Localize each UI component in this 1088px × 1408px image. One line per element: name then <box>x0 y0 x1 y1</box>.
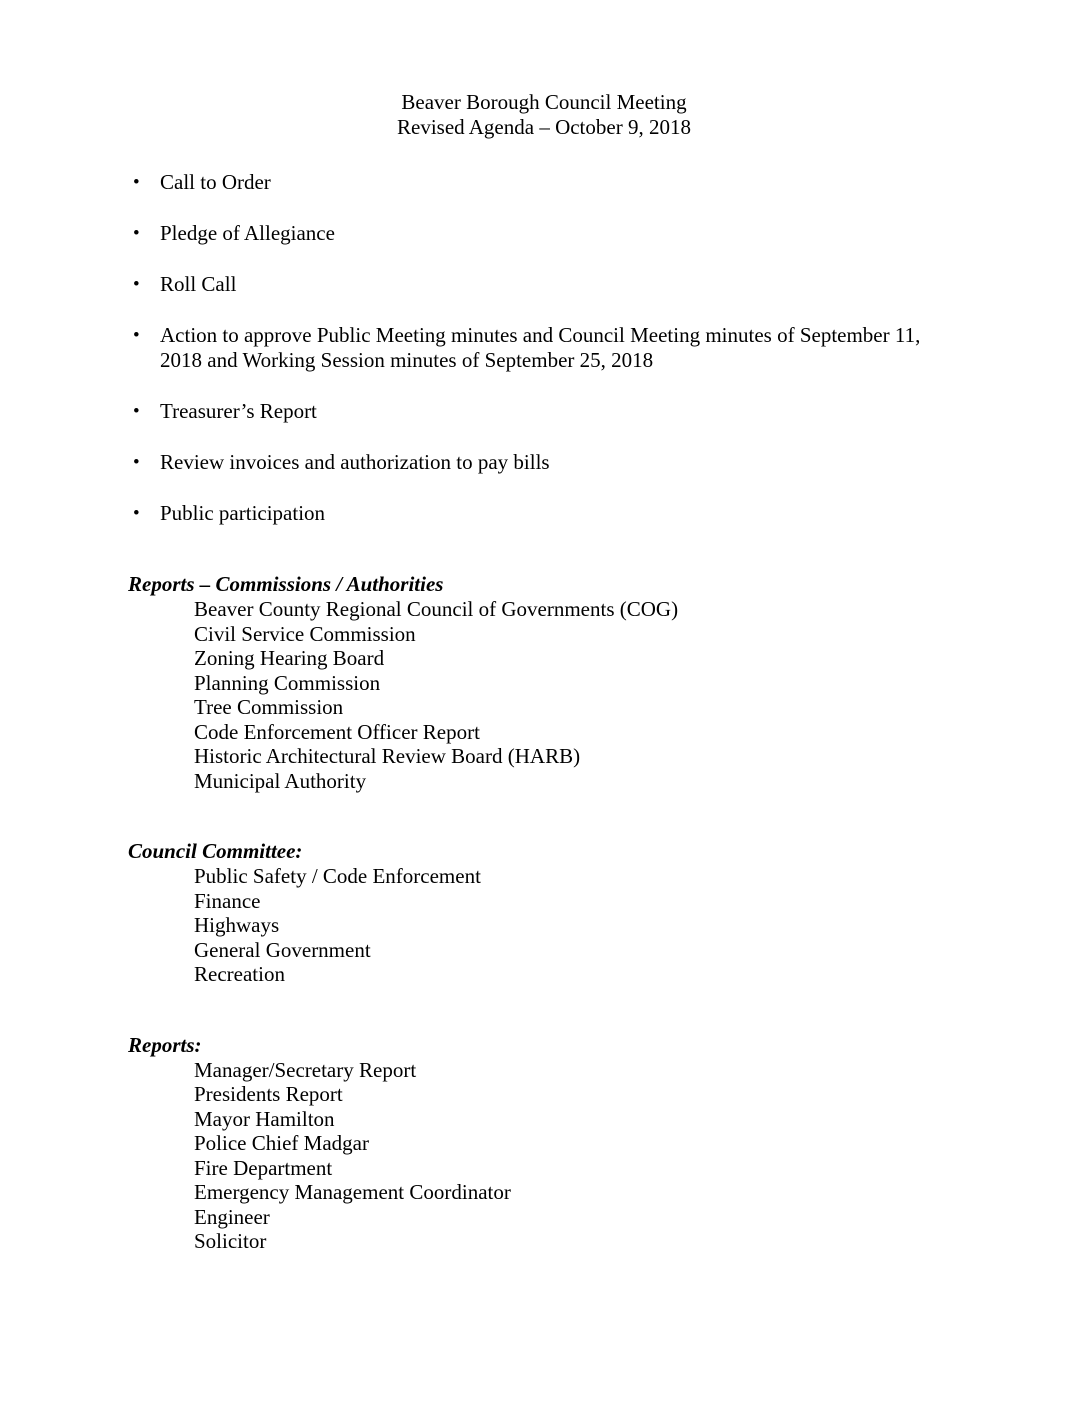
agenda-item-text: Review invoices and authorization to pay bills <box>160 450 550 474</box>
section-item: Planning Commission <box>194 670 381 695</box>
section-item: Highways <box>194 913 280 937</box>
section-item: Manager/Secretary Report <box>194 1057 417 1082</box>
agenda-item-public-participation <box>133 501 1088 526</box>
agenda-item-text: Call to Order <box>160 170 271 194</box>
agenda-item-call-to-order <box>133 170 1088 195</box>
agenda-item-treasurers-report <box>133 399 1088 424</box>
section-item: Code Enforcement Officer Report <box>194 719 480 744</box>
section-item: Fire Department <box>194 1155 333 1180</box>
title-line-2: Revised Agenda – October 9, 2018 <box>397 115 691 139</box>
section-heading: Council Committee: <box>128 839 303 863</box>
agenda-item-text: Treasurer’s Report <box>160 399 317 423</box>
section-item: Emergency Management Coordinator <box>194 1180 511 1204</box>
section-item: Mayor Hamilton <box>194 1106 335 1131</box>
section-item: Solicitor <box>194 1229 267 1253</box>
bullet-icon: • <box>133 452 140 473</box>
section-item-list <box>128 1058 1088 1254</box>
section-item: Finance <box>194 888 261 913</box>
section-item: Tree Commission <box>194 695 344 719</box>
bullet-icon: • <box>133 401 140 422</box>
section-item: Beaver County Regional Council of Governments (COG) <box>194 597 679 621</box>
section-reports-commissions-authorities <box>0 572 1088 793</box>
document-title <box>0 90 1088 140</box>
agenda-item-text: Pledge of Allegiance <box>160 221 335 245</box>
bullet-icon: • <box>133 172 140 193</box>
bullet-icon: • <box>133 503 140 524</box>
bullet-icon: • <box>133 325 140 346</box>
section-item: Public Safety / Code Enforcement <box>194 864 481 888</box>
section-item: Historic Architectural Review Board (HARB) <box>194 744 581 768</box>
section-heading: Reports: <box>128 1032 202 1057</box>
section-council-committee <box>0 839 1088 987</box>
section-item: Engineer <box>194 1204 270 1229</box>
section-reports <box>0 1033 1088 1254</box>
section-item: General Government <box>194 937 371 962</box>
section-item: Civil Service Commission <box>194 621 416 646</box>
section-item: Recreation <box>194 962 285 986</box>
agenda-item-review-invoices <box>133 450 1088 475</box>
agenda-item-roll-call <box>133 272 1088 297</box>
agenda-item-text: Action to approve Public Meeting minutes and Council Meeting minutes of September 11, 2018 and Working Session minutes of September 25, 2018 <box>160 323 921 372</box>
section-item: Police Chief Madgar <box>194 1131 369 1155</box>
bullet-icon: • <box>133 223 140 244</box>
section-item-list <box>128 864 1088 987</box>
section-item: Zoning Hearing Board <box>194 646 385 670</box>
bullet-icon: • <box>133 274 140 295</box>
agenda-item-text: Public participation <box>160 501 326 525</box>
section-item: Municipal Authority <box>194 768 367 793</box>
title-line-1: Beaver Borough Council Meeting <box>401 90 687 114</box>
agenda-item-text: Roll Call <box>160 272 237 296</box>
agenda-item-pledge <box>133 221 1088 246</box>
agenda-item-approve-minutes <box>133 323 1088 373</box>
section-item: Presidents Report <box>194 1082 343 1106</box>
agenda-list <box>133 170 1088 526</box>
section-heading: Reports – Commissions / Authorities <box>128 572 444 596</box>
section-item-list <box>128 597 1088 793</box>
